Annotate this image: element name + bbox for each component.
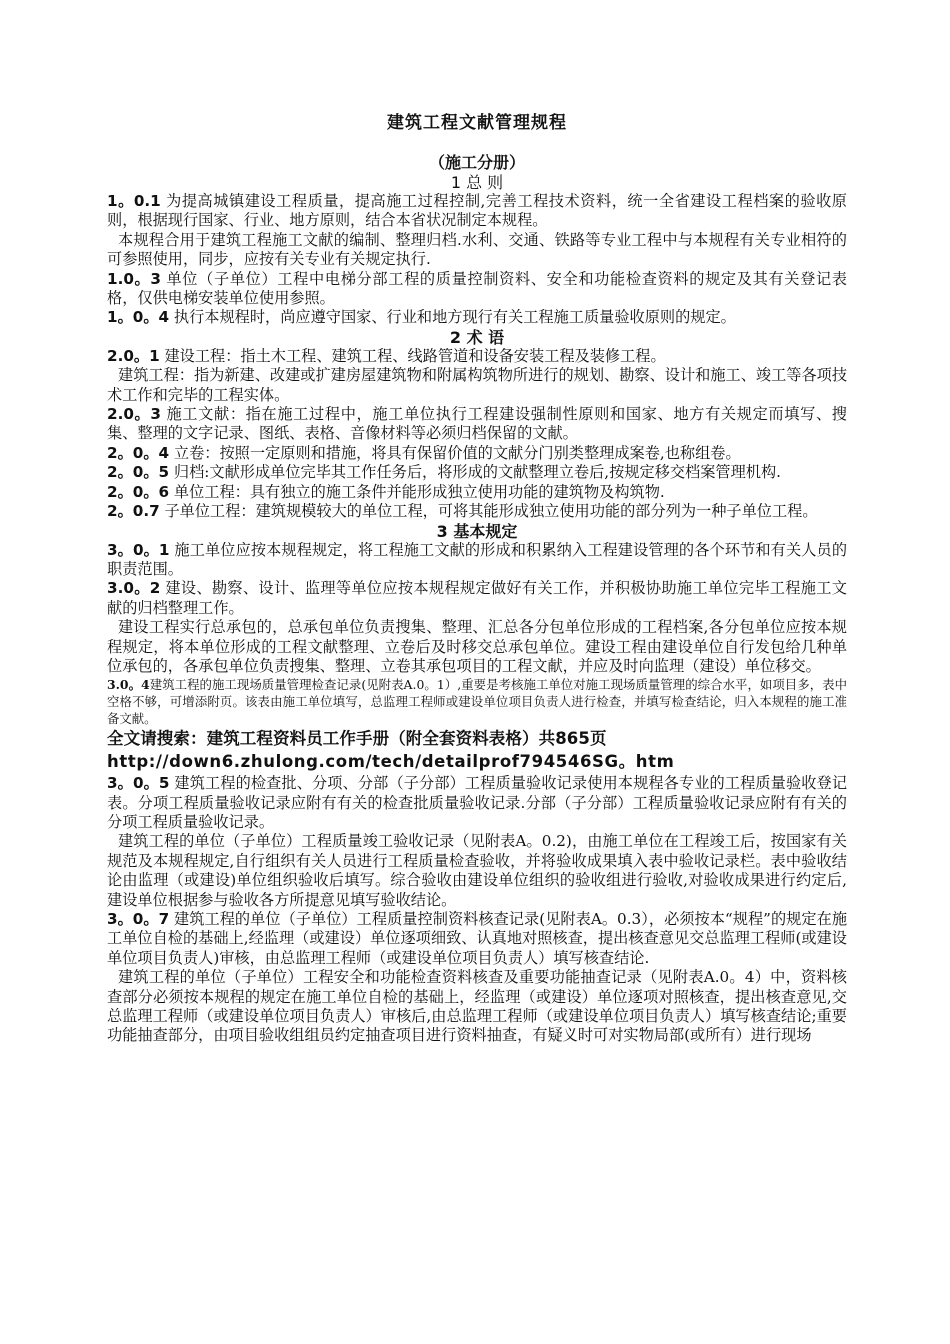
document-title: 建筑工程文献管理规程 bbox=[387, 113, 567, 133]
clause-text: 单位（子单位）工程中电梯分部工程的质量控制资料、安全和功能检查资料的规定及其有关登记表格，仅供电梯安装单位使用参照。 bbox=[107, 269, 847, 308]
clause-2-0-5 bbox=[107, 463, 847, 482]
clause-number: 3。0。5 bbox=[107, 774, 170, 793]
clause-number: 1。0。4 bbox=[107, 308, 170, 327]
clause-text: 建筑工程的单位（子单位）工程质量控制资料核查记录(见附表A。0.3），必须按本“规程”的规定在施工单位自检的基础上,经监理（或建设）单位逐项细致、认真地对照核查，提出核查意见交总监理工程师(或建设单位项目负责人)审核，由总监理工程师（或建设单位项目负责人）填写核查结论. bbox=[107, 909, 848, 967]
clause-3-0-3: 建设工程实行总承包的，总承包单位负责搜集、整理、汇总各分包单位形成的工程档案,各分包单位应按本规程规定，将本单位形成的工程文献整理、立卷后及时移交总承包单位。建设工程由建设单位自行发包给几种单位承包的，各承包单位负责搜集、整理、立卷其承包项目的工程文献，并应及时向监理（建设）单位移交。 bbox=[107, 618, 847, 675]
clause-3-0-2 bbox=[107, 579, 847, 618]
section-heading-general: 1 总 则 bbox=[450, 173, 504, 192]
section-heading-terms: 2 术 语 bbox=[449, 327, 505, 347]
clause-3-0-7 bbox=[107, 910, 847, 968]
clause-text: 归档:文献形成单位完毕其工作任务后，将形成的文献整理立卷后,按规定移交档案管理机构. bbox=[169, 463, 781, 482]
clause-number: 2。0。5 bbox=[107, 463, 170, 482]
clause-2-0-7 bbox=[107, 502, 847, 521]
clause-3-0-5 bbox=[107, 774, 847, 832]
clause-3-0-4 bbox=[107, 677, 847, 727]
clause-text: 建设、勘察、设计、监理等单位应按本规程规定做好有关工作，并积极协助施工单位完毕工程施工文献的归档整理工作。 bbox=[107, 579, 847, 617]
clause-2-0-3 bbox=[107, 405, 847, 444]
clause-number: 3.0。4 bbox=[107, 677, 150, 693]
clause-number: 2.0。3 bbox=[107, 405, 161, 424]
clause-number: 2.0。1 bbox=[107, 346, 160, 365]
document-page bbox=[107, 108, 847, 1046]
document-subtitle: （施工分册） bbox=[428, 153, 525, 172]
clause-text: 为提高城镇建设工程质量，提高施工过程控制,完善工程技术资料，统一全省建设工程档案的验收原则，根据现行国家、行业、地方原则，结合本省状况制定本规程。 bbox=[107, 192, 847, 230]
clause-1-0-2: 本规程合用于建筑工程施工文献的编制、整理归档.水利、交通、铁路等专业工程中与本规程有关专业相符的可参照使用，同步，应按有关专业有关规定执行. bbox=[107, 230, 847, 269]
clause-2-0-6 bbox=[107, 483, 847, 502]
promo-search-line: 全文请搜索：建筑工程资料员工作手册（附全套资料表格）共865页 bbox=[107, 729, 607, 749]
clause-text: 施工单位应按本规程规定，将工程施工文献的形成和积累纳入工程建设管理的各个环节和有关人员的职责范围。 bbox=[107, 540, 848, 578]
clause-number: 2。0.7 bbox=[107, 502, 160, 521]
clause-1-0-3 bbox=[107, 270, 847, 309]
clause-number: 3。0。7 bbox=[107, 909, 170, 928]
section-heading-basic-rules: 3 基本规定 bbox=[436, 521, 518, 541]
clause-text: 立卷：按照一定原则和措施，将具有保留价值的文献分门别类整理成案卷,也称组卷。 bbox=[169, 443, 741, 462]
clause-number: 2。0。6 bbox=[107, 482, 170, 501]
clause-3-0-8: 建筑工程的单位（子单位）工程安全和功能检查资料核查及重要功能抽查记录（见附表A.0。4）中，资料核查部分必须按本规程的规定在施工单位自检的基础上，经监理（或建设）单位逐项对照核查，提出核查意见,交总监理工程师（或建设单位项目负责人）审核后,由总监理工程师（或建设单位项目负责人）填写核查结论;重要功能抽查部分，由项目验收组组员约定抽查项目进行资料抽查，有疑义时可对实物局部(或所有）进行现场 bbox=[107, 968, 847, 1045]
clause-number: 3。0。1 bbox=[107, 540, 170, 559]
clause-number: 1。0.1 bbox=[107, 192, 161, 210]
clause-text: 单位工程：具有独立的施工条件并能形成独立使用功能的建筑物及构筑物. bbox=[169, 482, 665, 501]
clause-3-0-6: 建筑工程的单位（子单位）工程质量竣工验收记录（见附表A。0.2)，由施工单位在工程竣工后，按国家有关规范及本规程规定,自行组织有关人员进行工程质量检查验收，并将验收成果填入表中验收记录栏。表中验收结论由监理（或建设)单位组织验收后填写。综合验收由建设单位组织的验收组进行验收,对验收成果进行约定后,建设单位根据参与验收各方所提意见填写验收结论。 bbox=[107, 832, 847, 909]
clause-2-0-2: 建筑工程：指为新建、改建或扩建房屋建筑物和附属构筑物所进行的规划、勘察、设计和施工、竣工等各项技术工作和完毕的工程实体。 bbox=[107, 366, 847, 404]
clause-text: 执行本规程时，尚应遵守国家、行业和地方现行有关工程施工质量验收原则的规定。 bbox=[169, 308, 736, 327]
clause-1-0-4 bbox=[107, 308, 847, 327]
clause-number: 3.0。2 bbox=[107, 579, 161, 598]
clause-2-0-1 bbox=[107, 347, 847, 366]
clause-number: 2。0。4 bbox=[107, 443, 170, 462]
promo-url-link[interactable]: http://down6.zhulong.com/tech/detailprof794546SG。htm bbox=[107, 752, 675, 772]
clause-number: 1.0。3 bbox=[107, 269, 161, 288]
clause-2-0-4 bbox=[107, 444, 847, 463]
clause-3-0-1 bbox=[107, 541, 847, 580]
clause-text: 建设工程：指土木工程、建筑工程、线路管道和设备安装工程及装修工程。 bbox=[159, 346, 666, 365]
clause-1-0-1 bbox=[107, 192, 847, 231]
clause-text: 建筑工程的施工现场质量管理检查记录(见附表A.0。1）,重要是考核施工单位对施工现场质量管理的综合水平，如项目多，表中空格不够，可增添附页。该表由施工单位填写，总监理工程师或建设单位项目负责人进行检查，并填写检查结论，归入本规程的施工准备文献。 bbox=[107, 677, 847, 726]
clause-text: 建筑工程的检查批、分项、分部（子分部）工程质量验收记录使用本规程各专业的工程质量验收登记表。分项工程质量验收记录应附有有关的检查批质量验收记录.分部（子分部）工程质量验收记录应附有有关的分项工程质量验收记录。 bbox=[107, 774, 848, 831]
clause-text: 施工文献：指在施工过程中，施工单位执行工程建设强制性原则和国家、地方有关规定而填写、搜集、整理的文字记录、图纸、表格、音像材料等必须归档保留的文献。 bbox=[107, 405, 847, 443]
clause-text: 子单位工程：建筑规模较大的单位工程，可将其能形成独立使用功能的部分列为一种子单位工程。 bbox=[159, 502, 818, 521]
